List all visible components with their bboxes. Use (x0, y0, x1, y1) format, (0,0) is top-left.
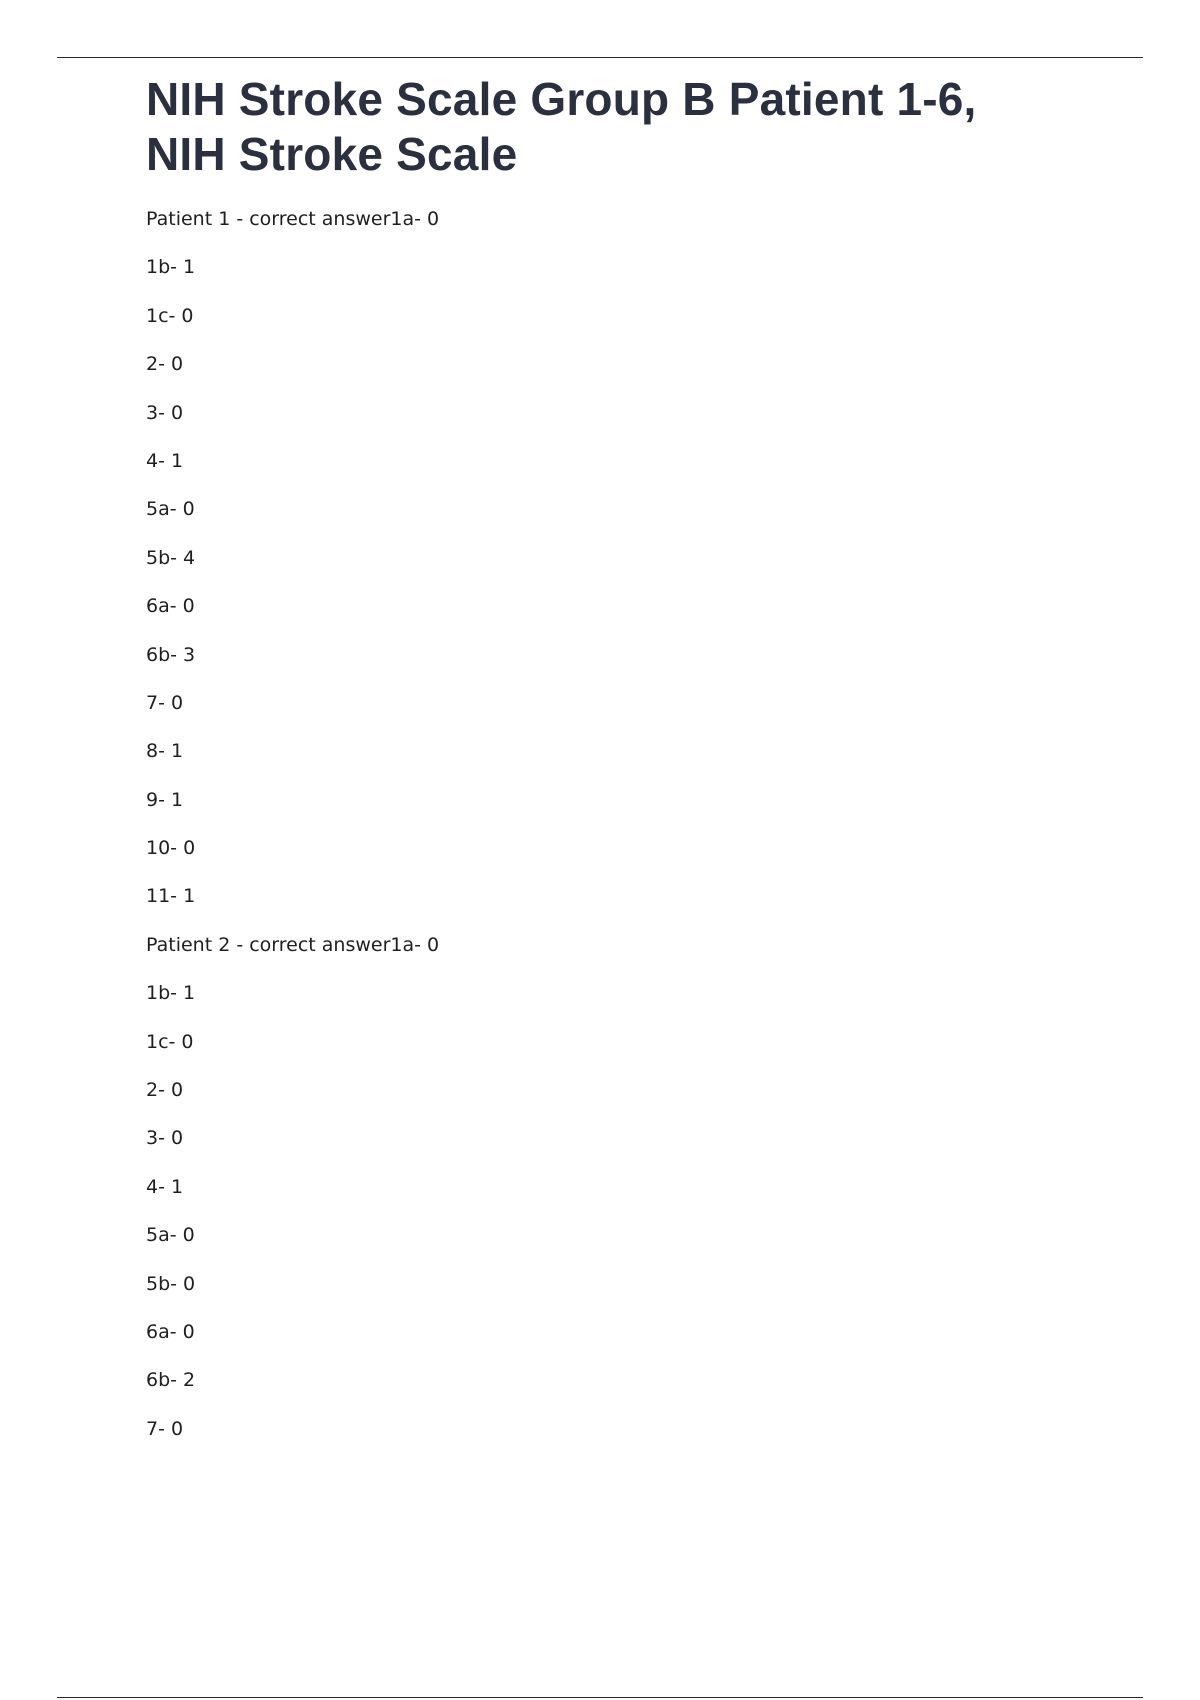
answer-line: 4- 1 (146, 1175, 184, 1198)
answer-line: 6b- 3 (146, 643, 196, 666)
answer-line: 6a- 0 (146, 1320, 195, 1343)
answer-line: 1b- 1 (146, 982, 196, 1005)
document-body (146, 72, 1106, 1465)
answer-line: 6b- 2 (146, 1369, 196, 1392)
top-divider (57, 57, 1143, 58)
document-title (146, 72, 1106, 182)
answer-line: 10- 0 (146, 837, 196, 860)
answer-line: 1c- 0 (146, 1030, 194, 1053)
answer-line: 5a- 0 (146, 498, 195, 521)
answer-line: 7- 0 (146, 691, 184, 714)
answer-line: 4- 1 (146, 449, 184, 472)
answer-line: 2- 0 (146, 353, 184, 376)
bottom-divider (57, 1697, 1143, 1698)
patient-2-heading: Patient 2 - correct answer1a- 0 (146, 933, 440, 956)
answer-line: 7- 0 (146, 1417, 184, 1440)
answer-line: 5a- 0 (146, 1224, 195, 1247)
answer-line: 5b- 4 (146, 546, 196, 569)
answer-line: 5b- 0 (146, 1272, 196, 1295)
title-line-2: NIH Stroke Scale (146, 128, 518, 180)
patient-1-heading: Patient 1 - correct answer1a- 0 (146, 208, 440, 230)
answer-list (146, 207, 1106, 1465)
title-line-1: NIH Stroke Scale Group B Patient 1-6, (146, 73, 977, 125)
answer-line: 1b- 1 (146, 256, 196, 279)
answer-line: 11- 1 (146, 885, 196, 908)
answer-line: 1c- 0 (146, 304, 194, 327)
answer-line: 6a- 0 (146, 595, 195, 618)
answer-line: 8- 1 (146, 740, 184, 763)
answer-line: 3- 0 (146, 401, 184, 424)
answer-line: 3- 0 (146, 1127, 184, 1150)
answer-line: 9- 1 (146, 788, 184, 811)
answer-line: 2- 0 (146, 1079, 184, 1102)
